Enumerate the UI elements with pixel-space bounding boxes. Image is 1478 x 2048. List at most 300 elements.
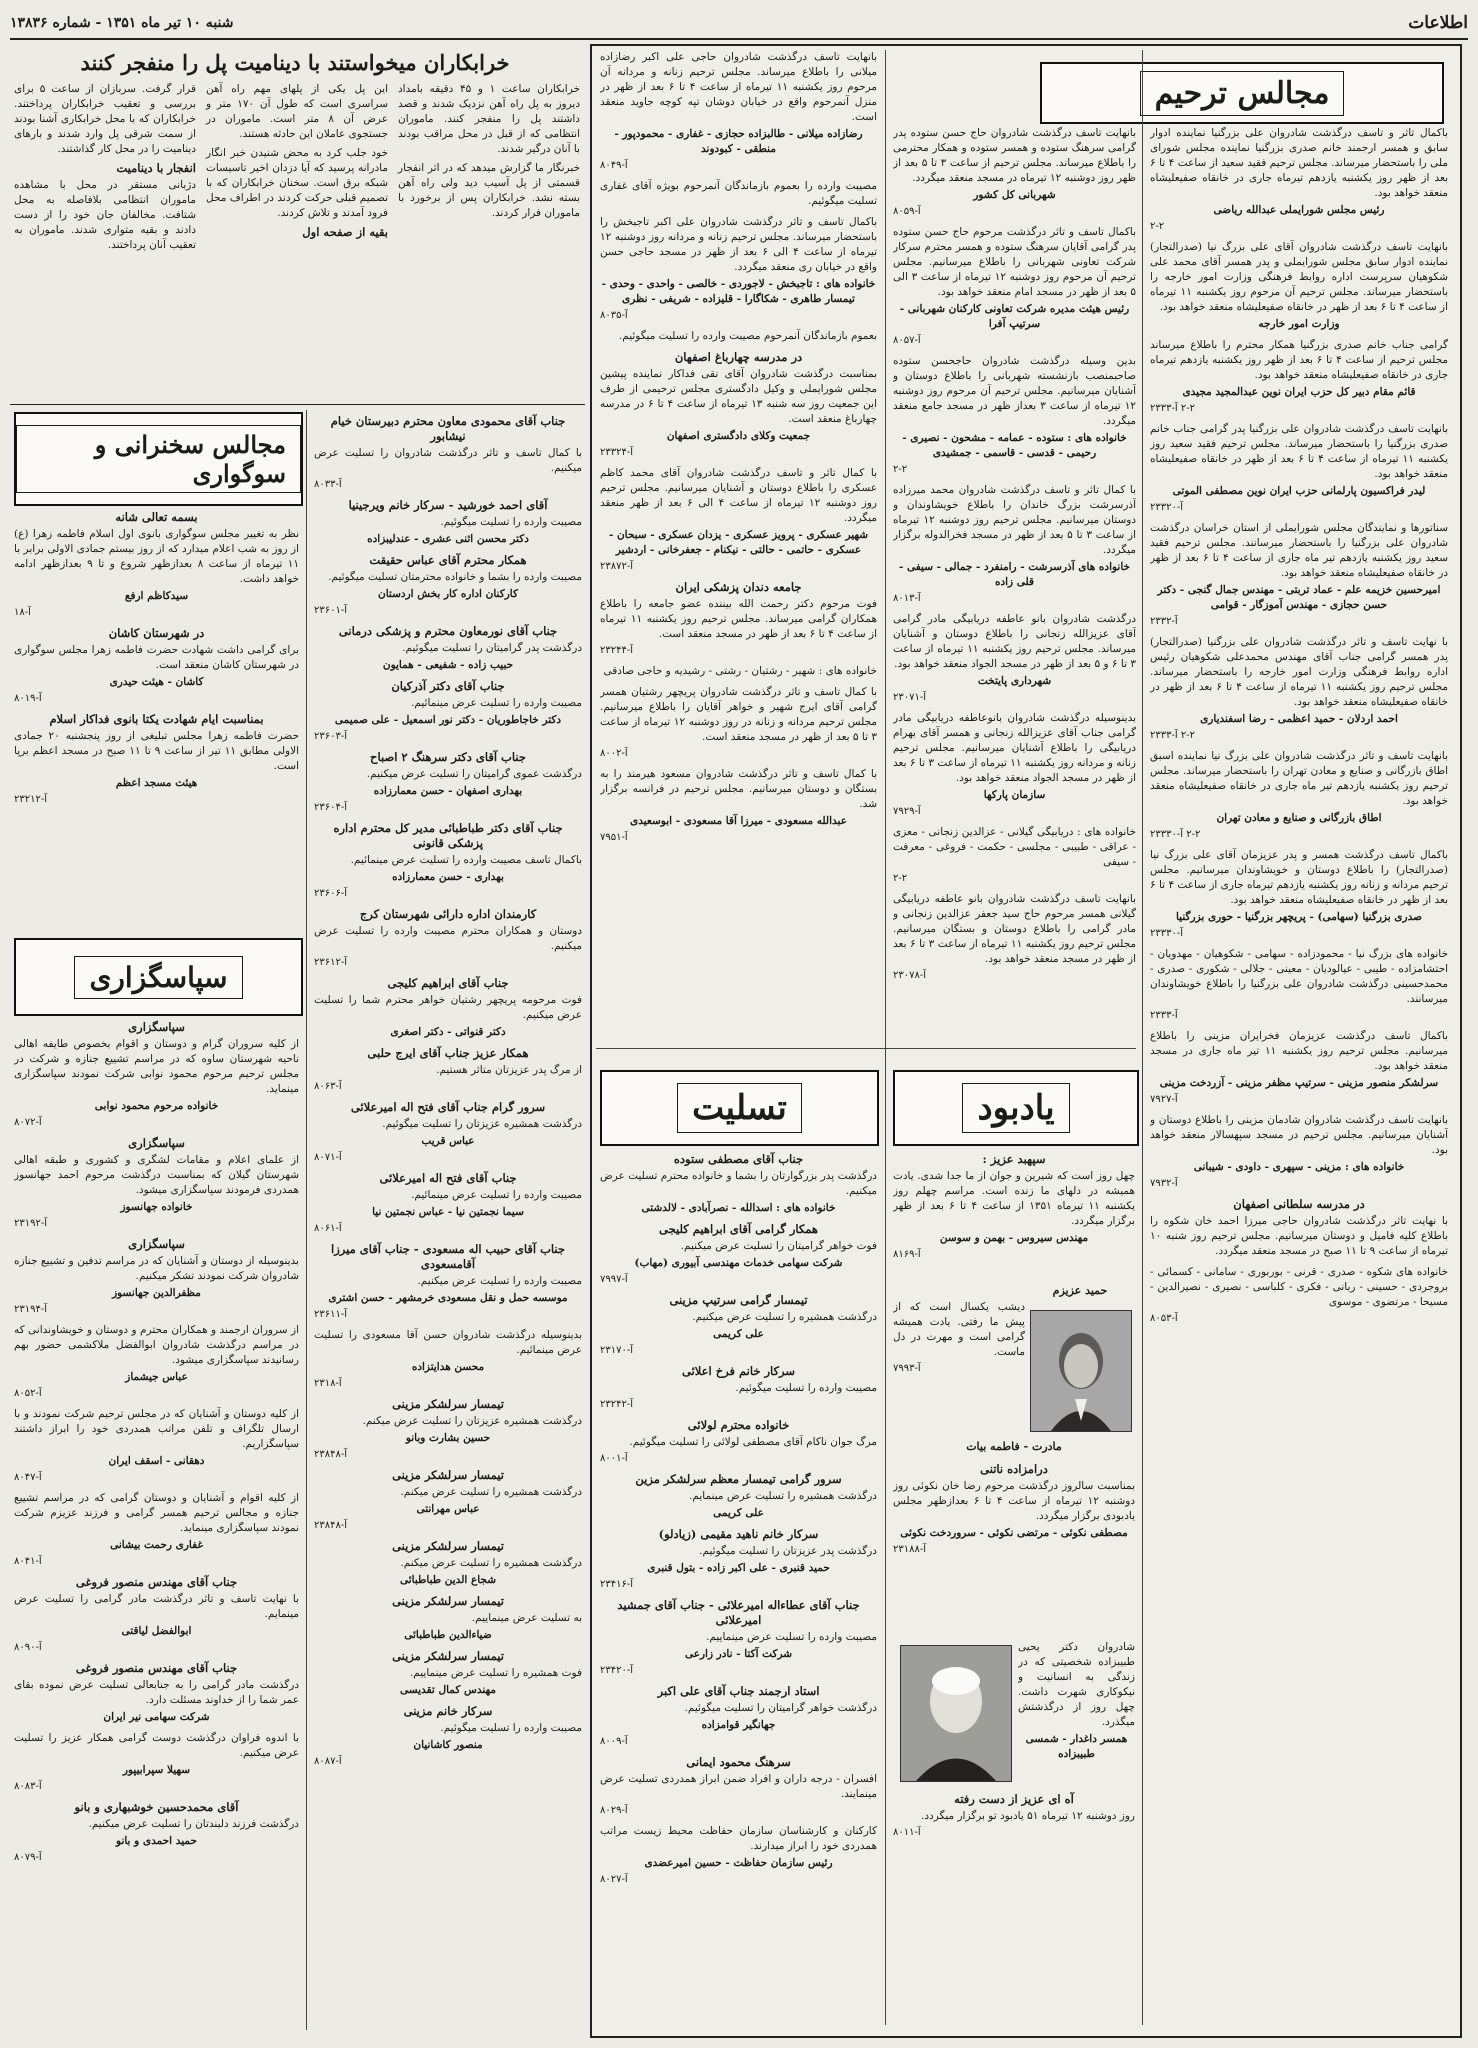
notice-title: در مدرسه چهارباغ اصفهان (674, 350, 803, 364)
notice-signature: خانواده های : تاجبخش - لاجوردی - خالصی - واحدی - وحدی - تیمسار طاهری - شکاگارا - قلیزاده - شریفی - نظری (601, 278, 876, 305)
notice-body: بمناسبت سالروز درگذشت مرحوم رضا خان نکوئی روز دوشنبه ۱۲ تیرماه از ساعت ۴ تا ۶ بعدازظهر مجلس یادبودی برگزار میگردد. (893, 1480, 1135, 1522)
notice-body: با کمال تاثر و تاسف درگذشت شادروان محمد میرزاده آذرسرشت بزرگ خاندان را باطلاع خویشاوندان و دوستان میرسانیم. مجلس ترحیم روز دوشنبه ۱۲ تیرماه از ساعت ۳ تا ۵ بعد از ظهر در مسجد فخرالدوله برگزار میگردد. (893, 484, 1136, 556)
notice-title: تیمسار سرلشکر مزینی (392, 1539, 504, 1553)
photo-1-caption: حمید عزیزم (1052, 1284, 1108, 1297)
notice (14, 712, 299, 807)
notice (1150, 126, 1448, 234)
column-8-side (1018, 1640, 1135, 1790)
notice-signature: ابوالفضل لیاقتی (121, 1625, 192, 1637)
notice-title: تیمسار گرامی سرتیپ مزینی (669, 1293, 808, 1307)
notice-body: بدین وسیله درگذشت شادروان حاجحسن ستوده صاحبمنصب بازنشسته شهربانی را باطلاع دوستان و آشنایان میرسانیم. مجلس ترحیم آن مرحوم روز دوشنبه ۱۲ تیرماه از ساعت ۳ بعداز ظهر در مسجد جامع منعقد میگردد. (893, 355, 1136, 427)
notice (600, 1472, 877, 1521)
notice-body: چهل روز است که شیرین و جوان از ما جدا شدی. یادت همیشه در دلهای ما زنده است. مراسم چهلم روز یکشنبه ۱۱ تیرماه ۱۳۵۱ از ساعت ۴ تا ۶ بعد از ظهر برگزار میگردد. (893, 1170, 1135, 1227)
notice (893, 126, 1136, 219)
notice-signature: شرکت سهامی نیر ایران (103, 1711, 210, 1723)
notice (14, 510, 299, 620)
notice (893, 483, 1136, 606)
notice-signature: علی کریمی (713, 1328, 764, 1340)
notice-title: بسمه تعالی شانه (115, 510, 198, 524)
notice-code: ۲-۲ (893, 464, 908, 475)
notice-code: آ-۲۳۰۷۸ (893, 970, 927, 981)
notice-signature: سیما نجمتین نیا - عباس نجمتین نیا (372, 1206, 524, 1218)
issue-date: شنبه ۱۰ تیر ماه ۱۳۵۱ - شماره ۱۳۸۳۶ (10, 15, 234, 31)
notice-signature: شرکت سهامی خدمات مهندسی آبیوری (مهاب) (634, 1257, 843, 1269)
notice-signature: مصطفی نکوئی - مرتضی نکوئی - سروردخت نکوئی (900, 1527, 1128, 1539)
notice-body: درگذشت مادر گرامی را به جنابعالی تسلیت عرض نموده بقای عمر شما را از خداوند مسئلت دارد. (14, 1679, 299, 1706)
notice-title: جناب آقای محمودی معاون محترم دبیرستان خیام نیشابور (330, 414, 566, 443)
notice-code: آ-۸۰۵۳ (1150, 1313, 1178, 1324)
notice (893, 1152, 1135, 1262)
notice (600, 580, 877, 658)
notice (600, 767, 877, 845)
notice-code: آ-۲۳۳۲ (1150, 616, 1178, 627)
notice-body: شادروان دکتر یحیی طبیبزاده شخصیتی که در زندگی به انسانیت و نیکوکاری شهرت داشت. چهل روز از درگذشتش میگذرد. (1018, 1641, 1135, 1728)
notice-body: باکمال تاثر و تاسف درگذشت شادروان علی بزرگنیا نماینده ادوار سابق و همسر ارجمند خانم صدری بزرگنیا نماینده مجلس شورای ملی را باستحضار میرساند. مجلس ترحیم فقید سعید از ساعت ۴ تا ۶ بعد از ظهر روز یکشنبه یازدهم تیرماه جاری در خانقاه صفیعلیشاه منعقد خواهد بود. (1150, 127, 1448, 199)
notice-code: آ-۲۳۳۳ (1150, 1010, 1178, 1021)
notice-body: بدینوسیله درگذشت شادروان حسن آقا مسعودی را تسلیت عرض مینمائیم. (314, 1329, 582, 1356)
banner-tasliat-label: تسلیت (677, 1083, 802, 1133)
notice-title: همکار عزیز جناب آقای ایرج حلبی (367, 1046, 529, 1060)
notice-title: سپاسگزاری (128, 1020, 185, 1034)
notice-body: نظر به تغییر مجلس سوگواری بانوی اول اسلام فاطمه زهرا (ع) از روز به شب اعلام میدارد که از روز بیستم جمادی الاولی برابر با ۱۱ تیرماه از ساعت ۸ بعدازظهر شروع و تا ۹ بعدازظهر ادامه خواهد داشت. (14, 528, 299, 585)
notice-code: ۲-۲ (893, 873, 908, 884)
notice-signature: شهربانی کل کشور (973, 189, 1056, 201)
notice-title: آقای محمدحسین خوشبهاری و بانو (74, 1800, 239, 1814)
notice-body: باکمال تاسف درگذشت همسر و پدر عزیزمان آقای علی بزرگ نیا (صدرالتجار) را باطلاع دوستان و خویشاوندان میرسانیم. مجلس ترحیم مردانه و زنانه روز یکشنبه یازدهم تیرماه جاری از ساعت ۴ تا ۶ بعد از ظهر در خانقاه صفیعلیشاه منعقد خواهد بود. (1150, 849, 1448, 906)
notice-body: خانواده های بزرگ نیا - محمودزاده - سهامی - شکوهیان - مهدویان - احتشامزاده - طیبی - عیالودیان - معینی - جلالی - شکوری - صدری - محمدحسینی درگذشت شادروان علی بزرگنیا را باطلاع خویشاوندان میرسانند. (1150, 948, 1448, 1005)
column-5 (14, 508, 299, 923)
notice-body: از کلیه اقوام و آشنایان و دوستان گرامی که در مراسم تشییع جنازه و مجالس ترحیم همسر گرامی و فرزند عزیزم شرکت نمودند سپاسگزاری مینماید. (14, 1492, 299, 1534)
notice-body: درگذشت پدر عزیزتان را تسلیت میگوئیم. (699, 1545, 877, 1557)
notice-body: با اندوه فراوان درگذشت دوست گرامی همکار عزیز را تسلیت عرض میکنیم. (14, 1732, 299, 1759)
notice-title: خانواده محترم لولائی (687, 1418, 790, 1432)
column-6 (314, 412, 582, 2027)
notice-title: همکار محترم آقای عباس حقیقت (369, 553, 527, 567)
notice-title: جامعه دندان پزشکی ایران (675, 580, 802, 594)
notice-signature: اطاق بازرگانی و صنایع و معادن تهران (1216, 812, 1382, 824)
notice-body: بعموم بازماندگان آنمرحوم مصیبت وارده را تسلیت میگوئیم. (618, 330, 877, 342)
column-8-top (893, 1150, 1135, 1300)
notice-body: خانواده های : شهیر - رشتیان - رشتی - رشیدیه و حاجی صادقی (603, 665, 877, 677)
notice-code: آ-۲۳۶۰۱ (314, 605, 348, 616)
notice-body: درگذشت پدر بزرگوارتان را بشما و خانواده محترم تسلیت عرض میکنیم. (600, 1170, 877, 1197)
notice-body: مصیبت وارده را تسلیت عرض میکنیم. (417, 1275, 582, 1287)
notice-signature: عباس مهرانتی (416, 1503, 480, 1515)
notice-signature: قائم مقام دبیر کل حزب ایران نوین عبدالمجید مجیدی (1182, 386, 1416, 398)
notice-signature: محسن هدایتزاده (411, 1361, 485, 1373)
notice (893, 1462, 1135, 1557)
notice (314, 1704, 582, 1769)
notice-signature: هیئت مسجد اعظم (115, 777, 198, 789)
notice-code: آ-۲۳۸۷۲ (600, 561, 634, 572)
notice-code: آ-۸۰۵۹ (893, 206, 921, 217)
notice (314, 750, 582, 815)
notice (1150, 1113, 1448, 1191)
notice (314, 679, 582, 744)
notice-signature: وزارت امور خارجه (1258, 318, 1340, 330)
notice (893, 711, 1136, 819)
notice-body: درگذشت خواهر گرامیتان را تسلیت میگوئیم. (684, 1702, 877, 1714)
notice (314, 1328, 582, 1391)
notice (14, 1491, 299, 1569)
notice-body: گرامی جناب خانم صدری بزرگنیا همکار محترم را باطلاع میرساند مجلس ترحیم از ساعت ۴ تا ۶ بعد از ظهر روز یکشنبه یازدهم تیرماه جاری در خانقاه صفیعلیشاه منعقد خواهد بود. (1150, 339, 1448, 381)
notice-code: آ-۱۸ (14, 607, 31, 618)
notice-body: درگذشت همشیره عزیزتان را تسلیت عرض میکنم. (362, 1415, 582, 1427)
notice-signature: خانواده های : ستوده - عمامه - مشحون - نصیری - رحیمی - قدسی - قاسمی - جمشیدی (902, 432, 1127, 459)
notice-code: آ-۲۳۲۴۲ (600, 1399, 634, 1410)
notice-body: درگذشت همشیره را تسلیت عرض میکنیم. (692, 1311, 877, 1323)
notice (14, 1407, 299, 1485)
notice-code: آ-۲۳۱۸ (314, 1378, 342, 1389)
notice-code: آ-۷۹۲۹ (893, 806, 921, 817)
notice-body: با کمال تاسف و تاثر درگذشت شادروان پریچهر رشتیان همسر گرامی آقای ایرج شهیر و خواهر آقایان را باطلاع میرسانیم. مجلس ترحیم مردانه و زنانه در روز دوشنبه ۱۲ تیرماه از ساعت ۳ تا ۵ بعد از ظهر در مسجد منعقد است. (600, 686, 877, 743)
notice-signature: حمید احمدی و بانو (116, 1835, 197, 1847)
notice-body: مصیبت وارده را تسلیت میگوئیم. (440, 1722, 582, 1734)
notice-signature: خانواده جهانسوز (120, 1201, 193, 1213)
notice-body: با نهایت تاثر درگذشت شادروان حاجی میرزا احمد خان شکوه را باطلاع کلیه فامیل و دوستان میرسانیم. مجلس ترحیم روز شنبه ۱۰ تیرماه از ساعت ۹ تا ۱۱ صبح در مسجد منعقد میگردد. (1150, 1215, 1448, 1257)
notice-code: آ-۲۳۳۳۰ (1150, 928, 1184, 939)
notice (600, 50, 877, 173)
story-paragraph: دژبانی مستقر در محل با مشاهده ماموران انتظامی بلافاصله به محل شتافت. مخالفان جان خود را از دست دادند و بقیه متواری شدند. ماموران به تعقیب آنان پرداختند. (14, 179, 196, 251)
notice-signature: شرکت آکتا - نادر زارعی (684, 1648, 793, 1660)
notice-body: باکمال تاسف و تاثر درگذشت مرحوم حاج حسن ستوده پدر گرامی آقایان سرهنگ ستوده و همسر محترم سرکار شرکت تعاونی شهربانی را باطلاع میرسانیم. مجلس ترحیم آن مرحوم روز دوشنبه ۱۲ تیرماه از ساعت ۳ الی ۵ بعد از ظهر در مسجد امام منعقد خواهد بود. (893, 226, 1136, 298)
notice-title: بمناسبت ایام شهادت یکتا بانوی فداکار اسلام (49, 712, 264, 726)
banner-sepasgozari-label: سپاسگزاری (74, 956, 242, 999)
notice-signature: رئیس مجلس شورایملی عبدالله ریاضی (1213, 204, 1385, 216)
notice-body: دیشب یکسال است که از پیش ما رفتی. یادت همیشه گرامی است و مهرت در دل ماست. (893, 1301, 1025, 1358)
notice-code: آ-۸۰۵۲ (14, 1388, 42, 1399)
notice-title: سرهنگ محمود ایمانی (686, 1755, 791, 1769)
notice-code: آ-۸۰۸۳ (14, 1781, 42, 1792)
notice-code: آ-۲۳۶۱۲ (314, 957, 348, 968)
banner-yadbud-label: یادبود (962, 1083, 1069, 1133)
paper-name: اطلاعات (1408, 13, 1468, 33)
notice (1018, 1640, 1135, 1762)
headline: خرابکاران میخواستند با دینامیت پل را منفجر کنند (80, 50, 510, 75)
notice-body: درگذشت فرزند دلبندتان را تسلیت عرض میکنیم. (88, 1818, 299, 1830)
notice-signature: خانواده های : اسدالله - نصرآبادی - لالدشتی (641, 1202, 836, 1214)
notice-signature: شهرداری پایتخت (977, 675, 1052, 687)
notice-signature: رضازاده میلانی - طالبزاده حجازی - غفاری - محمودپور - منطقی - کبودوند (614, 128, 863, 155)
notice-body: خانواده های شکوه - صدری - قرنی - بوربوری - سامانی - کسمائی - بروجردی - حسینی - ربانی - فکری - کلباسی - نصیری - نصیرالدین - مسیحا - مرتضوی - موسوی (1150, 1266, 1448, 1308)
notice-title: جناب آقای نورمعاون محترم و پزشکی درمانی (338, 624, 558, 638)
column-5b (14, 1018, 299, 2028)
notice (14, 1661, 299, 1725)
notice (893, 892, 1136, 983)
notice-code: آ-۸۰۵۷ (893, 335, 921, 346)
notice-signature: موسسه حمل و نقل مسعودی خرمشهر - حسن اشتری (328, 1292, 568, 1304)
column-8-bottom (893, 1790, 1135, 2025)
notice-body: درگذشت شادروان بانو عاطفه دریابیگی مادر گرامی آقای عزیزالله زنجانی را باطلاع دوستان و آشنایان میرساند. مجلس ترحیم روز یکشنبه ۱۱ تیرماه از ساعت ۳ تا ۶ و ۵ بعد از ظهر در مسجد الجواد منعقد خواهد بود. (893, 613, 1136, 670)
notice (314, 907, 582, 970)
headline-story (14, 82, 580, 402)
notice-code: آ-۷۹۹۳ (893, 1363, 921, 1374)
notice-signature: مهندس کمال تقدیسی (400, 1684, 496, 1696)
notice-code: آ-۸۰۰۲ (600, 748, 628, 759)
notice-signature: عباس قریب (421, 1135, 475, 1147)
notice-code: آ-۲۳۱۹۲ (14, 1218, 48, 1229)
notice-signature: دکتر محسن اثنی عشری - عندلیبزاده (367, 533, 529, 545)
notice-body: مصیبت وارده را تسلیت عرض مینماییم. (706, 1631, 877, 1643)
notice-signature: عباس جیشماز (125, 1371, 188, 1383)
notice (314, 821, 582, 901)
notice-signature: دکتر خاجاطوریان - دکتر نور اسمعیل - علی صمیمی (334, 714, 562, 726)
column-7 (600, 1150, 877, 2025)
notice-title: سرور گرام جناب آقای فتح اله امیرعلائی (350, 1100, 546, 1114)
notice-title: تیمسار سرلشکر مزینی (392, 1594, 504, 1608)
notice-body: مرگ جوان ناکام آقای مصطفی لولائی را تسلیت میگوئیم. (629, 1436, 877, 1448)
notice (1150, 338, 1448, 416)
notice-signature: احمد اردلان - حمید اعظمی - رضا اسفندیاری (1200, 713, 1398, 725)
column-2 (893, 126, 1136, 1046)
column-3 (600, 50, 877, 1045)
notice-title: جناب آقای حبیب اله مسعودی - جناب آقای میرزا آقامسعودی (331, 1242, 565, 1271)
notice (600, 466, 877, 574)
notice-title: تیمسار سرلشکر مزینی (392, 1468, 504, 1482)
notice (314, 1242, 582, 1322)
notice-body: روز دوشنبه ۱۲ تیرماه ۵۱ یادبود تو برگزار میگردد. (921, 1810, 1135, 1822)
notice-code: آ-۸۰۱۳ (893, 593, 921, 604)
notice-body: بدینوسیله درگذشت شادروان بانوعاطفه دریابیگی مادر گرامی جناب آقای عزیزالله زنجانی و همسر آقای بهرام دریابیگی را باطلاع آشنایان میرسانیم. مجلس ترحیم زنانه و مردانه روز یکشنبه ۱۱ تیرماه از ساعت ۳ تا ۶ بعد از ظهر در مسجد الجواد منعقد خواهد بود. (893, 712, 1136, 784)
notice (1150, 422, 1448, 515)
notice (893, 354, 1136, 477)
notice-code: آ-۲۳۱۹۴ (14, 1304, 48, 1315)
notice (314, 1100, 582, 1165)
notice (600, 350, 877, 460)
notice-body: با کمال تاسف و تاثر درگذشت شادروان مسعود هیرمند را به بستگان و دوستان میرسانیم. مجلس ترحیم در فرانسه برگزار شد. (600, 768, 877, 810)
notice (600, 1527, 877, 1592)
notice-title: همکار گرامی آقای ابراهیم کلیجی (659, 1222, 818, 1236)
notice-body: بدینوسیله از دوستان و آشنایان که در مراسم تدفین و تشییع جنازه شادروان شرکت نمودند تشکر میکنیم. (14, 1255, 299, 1282)
column-1 (1150, 126, 1448, 2026)
notice-body: درگذشت عموی گرامیتان را تسلیت عرض میکنیم. (366, 768, 582, 780)
notice (1150, 749, 1448, 842)
notice (14, 1731, 299, 1794)
notice (893, 1300, 1025, 1376)
notice-body: از کلیه سروران گرام و دوستان و اقوام بخصوص طایفه اهالی ناحیه شهرستان ساوه که در مراسم تشییع جنازه و شرکت در مجلس ترحیم مرحوم محمود نوابی شرکت نمودند سپاسگزاری مینماید. (14, 1038, 299, 1095)
notice (1150, 521, 1448, 629)
notice-title: سرکار خانم فرخ اعلائی (682, 1364, 795, 1378)
notice-signature: جمعیت وکلای دادگستری اصفهان (666, 430, 811, 442)
notice-title: جناب آقای مهندس منصور فروغی (75, 1575, 238, 1589)
notice (600, 1418, 877, 1466)
notice-signature: علی کریمی (713, 1507, 764, 1519)
notice-code: آ-۷۹۳۲ (1150, 1178, 1178, 1189)
story-paragraph: خود جلب کرد به محض شنیدن خبر انگار مادرانه پرسید که آیا دزدان اخیر تاسیسات شبکه برق است. سخنان خرابکاران که با تصمیم قبلی حرکت کردند در اطراف محل فرود آمدند و تلاش کردند. (206, 147, 388, 219)
notice (314, 1468, 582, 1533)
notice (314, 624, 582, 673)
notice-body: بانهایت تاسف درگذشت شادروان بانو عاطفه دریابیگی گیلانی همسر مرحوم حاج سید جعفر عزالدین زنجانی و مادر گرامی را باطلاع دوستان و بستگان میرسانیم. مجلس ترحیم روز یکشنبه ۱۱ تیرماه از ساعت ۳ تا ۶ بعد از ظهر در مسجد منعقد خواهد بود. (893, 893, 1136, 965)
notice-body: مصیبت وارده را تسلیت میگوئیم. (735, 1382, 877, 1394)
notice-code: آ-۸۰۱۱ (893, 1827, 921, 1838)
notice-body: فوت مرحومه پریچهر رشتیان خواهر محترم شما را تسلیت عرض میکنیم. (314, 994, 582, 1021)
banner-tasliat (600, 1070, 879, 1146)
notice (14, 1237, 299, 1317)
notice-body: افسران - درجه داران و افراد ضمن ابراز همدردی تسلیت عرض مینمایند. (600, 1773, 877, 1800)
notice-code: آ-۲۳۲۱۲ (14, 794, 48, 805)
notice-code: آ-۸۱۶۹ (893, 1249, 921, 1260)
notice (1150, 1265, 1448, 1326)
notice (14, 1323, 299, 1401)
notice (14, 1800, 299, 1865)
notice (1150, 1197, 1448, 1259)
notice-body: بانهایت تاسف درگذشت شادروان آقای علی بزرگ نیا (صدرالتجار) نماینده ادوار سابق مجلس شورایملی و پدر همسر آقای محمد علی شکوهیان سرپرست اداره روابط فرهنگی وزارت امور خارجه را باستحضار میرساند. مجلس ترحیم آن مرحوم روز یکشنبه ۱۱ تیرماه از ساعت ۴ تا ۶ بعد از ظهر در خانقاه صفیعلیشاه منعقد خواهد بود. (1150, 241, 1448, 313)
notice-signature: بهداری - حسن معمارزاده (392, 871, 504, 883)
notice-title: جناب آقای دکتر طباطبائی مدیر کل محترم اداره پزشکی قانونی (333, 821, 563, 850)
notice-signature: سازمان پارکها (983, 789, 1046, 801)
notice-code: آ-۸۰۳۵ (600, 310, 628, 321)
notice (314, 498, 582, 547)
notice-code: آ-۸۰۷۹ (14, 1852, 42, 1863)
notice (600, 1293, 877, 1358)
notice-body: بانهایت تاسف درگذشت شادروان علی بزرگنیا پدر گرامی جناب خانم صدری بزرگنیا را باستحضار میرساند. مجلس ترحیم فقید سعید روز یکشنبه ۱۱ تیرماه از ساعت ۴ تا ۶ بعد از ظهر در خانقاه صفیعلیشاه منعقد خواهد بود. (1150, 423, 1448, 480)
banner-sepasgozari (14, 938, 303, 1016)
story-subhead: بقیه از صفحه اول (302, 225, 388, 239)
story-paragraph: خبرنگار ما گزارش میدهد که در اثر انفجار قسمتی از پل آسیب دید ولی راه آهن بسته نشد. خرابکاران پس از برخورد با ماموران فرار کردند. (398, 162, 580, 219)
story-paragraph: خرابکاران ساعت ۱ و ۴۵ دقیقه بامداد دیروز به پل راه آهن نزدیک شدند و قصد داشتند پل را منفجر کنند. ماموران انتظامی که از قبل در محل مراقب بودند با آنان درگیر شدند. (398, 83, 580, 155)
notice (1150, 848, 1448, 941)
story-subhead: انفجار با دینامیت (116, 161, 196, 175)
notice-code: ۲-۲ آ-۲۳۳۳ (1150, 730, 1195, 741)
column-8-lower (893, 1460, 1135, 1620)
notice-signature: خانواده های : مزینی - سپهری - داودی - شیبانی (1193, 1161, 1405, 1173)
notice-body: فوت خواهر گرامیتان را تسلیت عرض میکنیم. (680, 1240, 877, 1252)
notice-title: سپاسگزاری (128, 1136, 185, 1150)
notice (314, 976, 582, 1040)
notice-code: آ-۸۰۲۹ (600, 1805, 628, 1816)
notice-body: با نهایت تاسف و تاثر درگذشت شادروان علی بزرگنیا (صدرالتجار) پدر همسر گرامی جناب آقای مهندس محمدعلی شکوهیان رئیس اداره روابط فرهنگی وزارت امور خارجه را باستحضار میرساند. مجلس ترحیم روز یکشنبه ۱۱ تیرماه از ساعت ۴ تا ۶ بعد از ظهر در خانقاه صفیعلیشاه منعقد خواهد بود. (1150, 636, 1448, 708)
notice-title: کارمندان اداره دارائی شهرستان کرج (359, 907, 537, 921)
notice (893, 825, 1136, 886)
notice-body: دوستان و همکاران محترم مصیبت وارده را تسلیت عرض میکنیم. (314, 925, 582, 952)
notice-code: آ-۸۰۶۳ (314, 1081, 342, 1092)
notice-body: فوت مرحوم دکتر رحمت الله بیننده عضو جامعه را باطلاع همکاران گرامی میرساند. مجلس ترحیم روز یکشنبه ۱۱ تیرماه از ساعت ۴ تا ۶ بعد از ظهر در مسجد منعقد است. (600, 598, 877, 640)
notice-code: آ-۲۳۸۴۸ (314, 1449, 348, 1460)
notice-title: سپاسگزاری (128, 1237, 185, 1251)
notice-body: کارکنان و کارشناسان سازمان حفاظت محیط زیست مراتب همدردی خود را ابراز میدارند. (600, 1825, 877, 1852)
notice-body: از سروران ارجمند و همکاران محترم و دوستان و خویشاوندانی که در مراسم درگذشت شادروان ابوالفضل ملاکشمی حضور بهم رسانیدند سپاسگزاری میشود. (14, 1324, 299, 1366)
notice (600, 1598, 877, 1678)
notice-title: جناب آقای دکتر سرهنگ ۲ اصباح (370, 750, 526, 764)
notice-signature: همسر داغدار - شمسی طبیبزاده (1025, 1733, 1128, 1760)
notice-code: آ-۲۳۶۱۱ (314, 1309, 348, 1320)
notice-title: جناب آقای دکتر آذرکیان (391, 679, 505, 693)
portrait-photo-2 (900, 1645, 1012, 1782)
notice-code: آ-۲۳۰۷۱ (893, 692, 927, 703)
notice-body: مصیبت وارده را تسلیت میگوئیم. (440, 516, 582, 528)
notice-title: تیمسار سرلشکر مزینی (392, 1397, 504, 1411)
notice (600, 1222, 877, 1287)
notice-body: خانواده های : دریابیگی گیلانی - عزالدین زنجانی - معزی - عراقی - طبیبی - مجلسی - حکمت - فروغی - معرفت - سیفی (893, 826, 1136, 868)
notice (600, 215, 877, 323)
notice (893, 1792, 1135, 1840)
notice (314, 553, 582, 618)
notice-code: آ-۷۹۲۷ (1150, 1094, 1178, 1105)
notice-signature: سرلشکر منصور مزینی - سرتیپ مظفر مزینی - آزردخت مزینی (1159, 1077, 1439, 1089)
notice-title: در شهرستان کاشان (108, 626, 205, 640)
notice-signature: خانواده های آذرسرشت - رامنفرد - جمالی - سیفی - قلی زاده (898, 561, 1131, 588)
notice-code: آ-۸۰۳۳ (314, 479, 342, 490)
notice-title: سرکار خانم ناهید مقیمی (زیادلو) (658, 1527, 819, 1541)
notice-code: آ-۸۰۷۱ (314, 1152, 342, 1163)
banner-sokhanrani (14, 412, 303, 506)
notice-code: ۲-۲ (1150, 221, 1165, 232)
notice (600, 329, 877, 344)
notice-signature: شجاع الدین طباطبائی (399, 1574, 497, 1586)
notice (600, 1755, 877, 1818)
notice-code: آ-۲۳۴۲۰ (600, 1665, 634, 1676)
notice-body: برای گرامی داشت شهادت حضرت فاطمه زهرا مجلس سوگواری در شهرستان کاشان منعقد است. (14, 644, 299, 671)
notice-code: آ-۸۰۹۰ (14, 1642, 42, 1653)
notice-signature: کاشان - هیئت حیدری (109, 676, 204, 688)
banner-sokhanrani-label: مجالس سخنرانی و سوگواری (16, 425, 301, 493)
notice-code: آ-۲۳۶۰۶ (314, 888, 348, 899)
notice-body: سناتورها و نمایندگان مجلس شورایملی از استان خراسان درگذشت شادروان علی بزرگنیا را باستحضار میرسانند. مجلس ترحیم فقید سعید روز یکشنبه یازدهم تیر ماه جاری از ساعت ۴ تا ۶ بعد از ظهر در خانقاه صفیعلیشاه منعقد خواهد بود. (1150, 522, 1448, 579)
notice-code: آ-۷۹۵۱ (600, 832, 628, 843)
notice-title: استاد ارجمند جناب آقای علی اکبر (657, 1684, 820, 1698)
notice-signature: بهداری اصفهان - حسن معمارزاده (373, 785, 523, 797)
notice-code: آ-۲۳۴۱۶ (600, 1579, 634, 1590)
notice (14, 1575, 299, 1655)
notice-title: درامزاده ناتنی (980, 1462, 1048, 1476)
notice (14, 626, 299, 706)
notice-signature: حبیب زاده - شفیعی - همایون (382, 659, 514, 671)
notice-body: حضرت فاطمه زهرا مجلس تبلیغی از روز پنجشنبه ۲۰ جمادی الاولی مطابق ۱۱ تیر از ساعت ۹ تا ۱۱ صبح در مسجد اعظم برپا است. (14, 730, 299, 772)
notice (314, 1539, 582, 1588)
notice-title: تیمسار سرلشکر مزینی (392, 1649, 504, 1663)
notice-signature: رئیس سازمان حفاظت - حسین امیرعضدی (644, 1857, 833, 1869)
notice-body: باکمال تاسف و تاثر درگذشت شادروان علی اکبر تاجبخش را باستحضار میرساند. مجلس ترحیم زنانه و مردانه روز دوشنبه ۱۲ تیرماه از ساعت ۴ الی ۶ بعد از ظهر در مسجد حاجی حسن واقع در خیابان ری منعقد میگردد. (600, 216, 877, 273)
notice-code: آ-۲۳۱۸۸ (893, 1544, 927, 1555)
notice-title: جناب آقای عطاءاله امیرعلائی - جناب آقای جمشید امیرعلائی (617, 1598, 860, 1627)
notice-body: درگذشت همشیره را تسلیت عرض مینمایم. (689, 1490, 877, 1502)
notice-code: آ-۲۳۲۴۴ (600, 645, 634, 656)
notice-signature: صدری بزرگنیا (سهامی) - پریچهر بزرگنیا - حوری بزرگنیا (1175, 911, 1423, 923)
notice (314, 1171, 582, 1236)
notice-code: آ-۸۰۱۹ (14, 693, 42, 704)
notice (314, 1046, 582, 1094)
notice-body: مصیبت وارده را بعموم بازماندگان آنمرحوم بویژه آقای غفاری تسلیت میگوئیم. (600, 180, 877, 207)
notice-code: آ-۸۰۴۱ (14, 1556, 42, 1567)
notice-signature: کارکنان اداره کار بخش اردستان (378, 588, 518, 600)
notice-signature: حسین بشارت وبانو (405, 1432, 491, 1444)
notice-body: مصیبت وارده را بشما و خانواده محترمتان تسلیت میگوئیم. (328, 571, 582, 583)
notice-body: بانهایت تاسف درگذشت شادروان شادمان مزینی را باطلاع دوستان و آشنایان میرسانیم. مجلس ترحیم در مسجد سپهسالار منعقد خواهد بود. (1150, 1114, 1448, 1156)
notice (893, 612, 1136, 705)
notice-title: در مدرسه سلطانی اصفهان (1233, 1197, 1365, 1211)
notice-code: آ-۸۰۲۷ (600, 1874, 628, 1885)
notice-body: از کلیه دوستان و آشنایان که در مجلس ترحیم شرکت نمودند و با ارسال تلگراف و تلفن مراتب همدردی خود را ابراز داشتند سپاسگزاریم. (14, 1408, 299, 1450)
notice-body: با نهایت تاسف و تاثر درگذشت مادر گرامی را تسلیت عرض مینمایم. (14, 1593, 299, 1620)
notice (314, 414, 582, 492)
notice-signature: سیدکاظم ارفع (124, 590, 189, 602)
notice-code: آ-۸۰۰۹ (600, 1736, 628, 1747)
notice-body: به تسلیت عرض مینماییم. (471, 1612, 582, 1624)
notice (1150, 947, 1448, 1023)
notice-signature: منصور کاشانیان (413, 1739, 483, 1751)
notice-code: آ-۲۳۳۲۰ (1150, 502, 1184, 513)
notice-signature: مهندس سیروس - بهمن و سوسن (939, 1232, 1089, 1244)
notice (893, 225, 1136, 348)
notice-signature: مظفرالدین جهانسوز (112, 1287, 201, 1299)
banner-tarhim (1040, 62, 1444, 124)
notice (600, 1684, 877, 1749)
notice-signature: غفاری رحمت بیشانی (110, 1539, 203, 1551)
notice-body: بانهایت تاسف و تاثر درگذشت شادروان علی بزرگ نیا نماینده اسبق اطاق بازرگانی و صنایع و معادن تهران را باستحضار میرساند. مجلس ترحیم روز یکشنبه یازدهم تیر ماه جاری در خانقاه صفیعلیشاه منعقد خواهد بود. (1150, 750, 1448, 807)
notice-signature: خانواده مرحوم محمود نوابی (94, 1100, 219, 1112)
notice-title: جناب آقای مهندس منصور فروغی (75, 1661, 238, 1675)
notice-title: آقای احمد خورشید - سرکار خانم ویرجینیا (348, 498, 548, 512)
